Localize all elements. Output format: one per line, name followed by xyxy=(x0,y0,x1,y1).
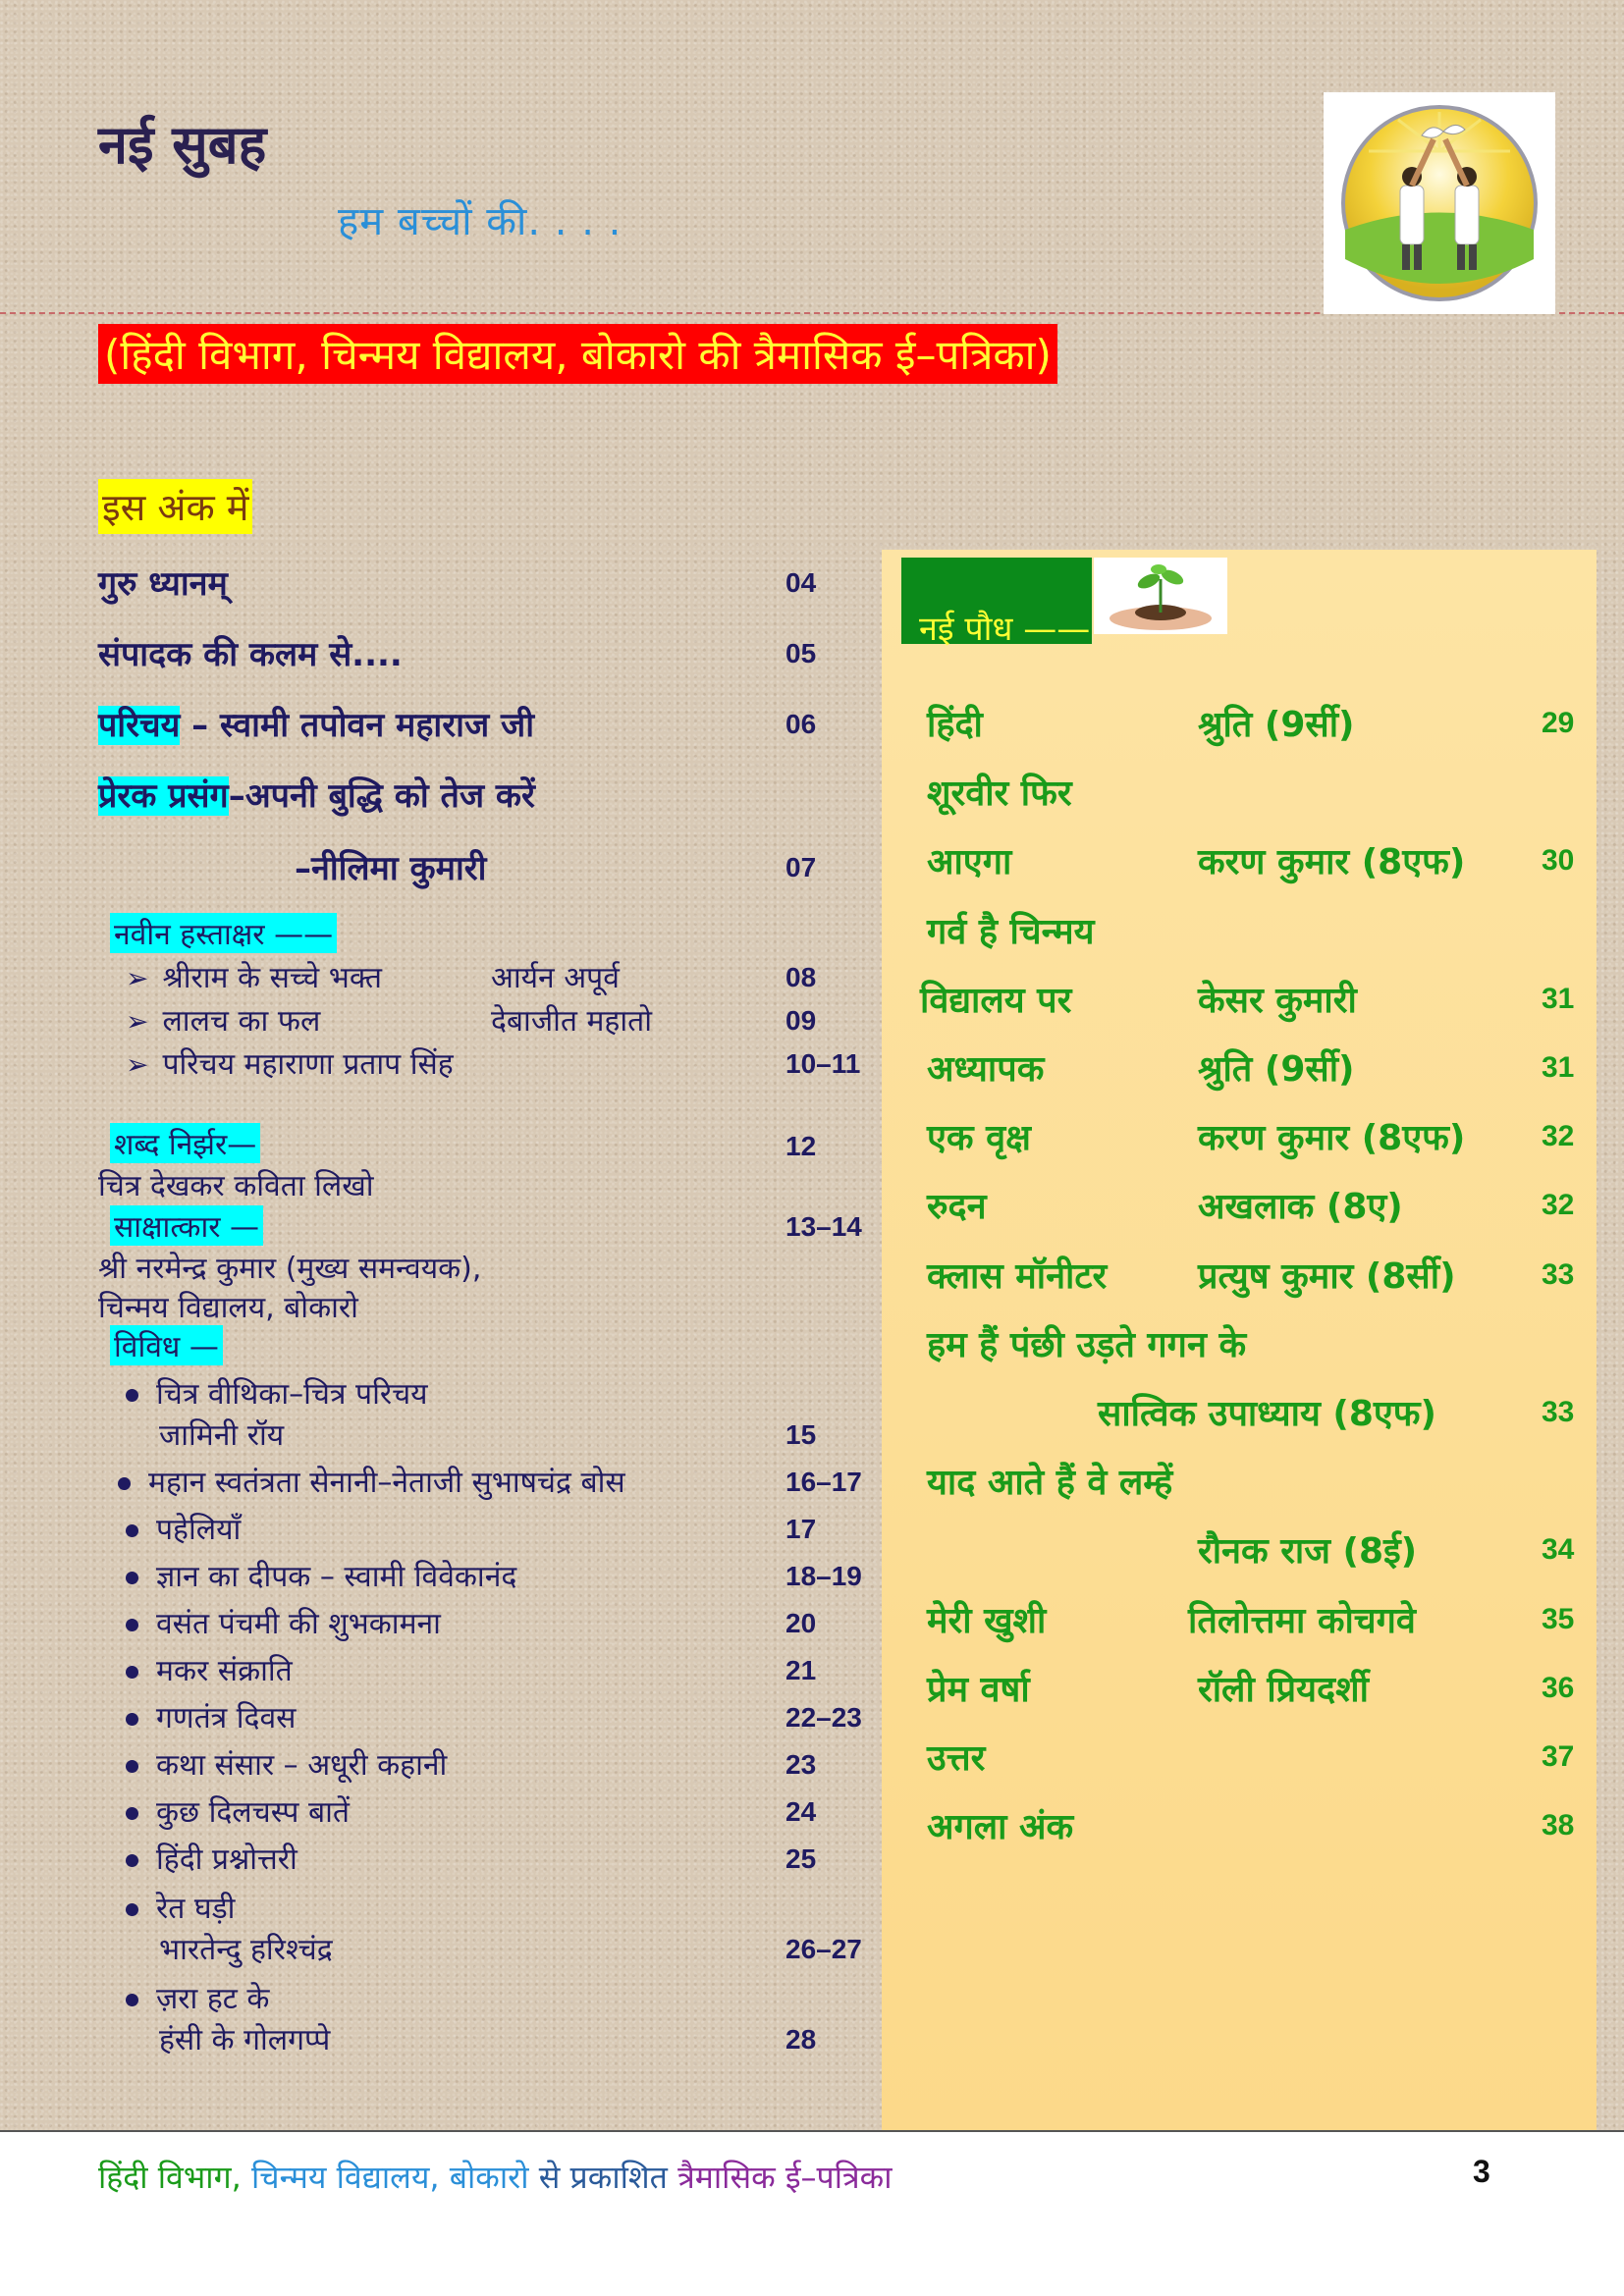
toc-page: 23 xyxy=(785,1749,817,1780)
list-item-author: आर्यन अपूर्व xyxy=(491,961,620,995)
section-line: श्री नरमेन्द्र कुमार (मुख्य समन्वयक), xyxy=(98,1252,482,1286)
nai-paudh-page: 30 xyxy=(1542,844,1575,877)
list-item: चित्र वीथिका–चित्र परिचय xyxy=(126,1372,428,1413)
nai-paudh-page: 36 xyxy=(1542,1672,1575,1704)
nai-paudh-title: मेरी खुशी xyxy=(927,1601,1047,1641)
nai-paudh-title: विद्यालय पर xyxy=(920,981,1072,1021)
nai-paudh-author: तिलोत्तमा कोचगवे xyxy=(1188,1601,1416,1641)
list-item: पहेलियाँ xyxy=(126,1508,241,1548)
toc-page: 09 xyxy=(785,1005,817,1036)
toc-page: 13–14 xyxy=(785,1211,862,1242)
toc-highlight: परिचय xyxy=(98,706,181,745)
footer-part: हिंदी विभाग, xyxy=(98,2159,242,2196)
page-number: 3 xyxy=(1473,2154,1490,2189)
list-item: ➢ श्रीराम के सच्चे भक्त xyxy=(126,961,383,995)
nai-paudh-page: 38 xyxy=(1542,1809,1575,1842)
nai-paudh-author: श्रुति (9र्सी) xyxy=(1198,705,1355,745)
list-item: गणतंत्र दिवस xyxy=(126,1696,296,1736)
toc-page: 17 xyxy=(785,1514,817,1544)
toc-item-text: – स्वामी तपोवन महाराज जी xyxy=(180,706,535,745)
plant-illustration xyxy=(1094,558,1227,634)
nai-paudh-page: 29 xyxy=(1542,707,1575,739)
bullet-icon xyxy=(126,1524,138,1537)
bullet-icon xyxy=(126,1666,138,1679)
toc-item-guru-dhyanam: गुरु ध्यानम् xyxy=(98,564,228,604)
nai-paudh-author: प्रत्युष कुमार (8र्सी) xyxy=(1198,1256,1456,1297)
magazine-subtitle: हम बच्चों की. . . . xyxy=(338,199,623,244)
nai-paudh-title: हिंदी xyxy=(927,705,983,745)
toc-page: 21 xyxy=(785,1655,817,1685)
nai-paudh-title: एक वृक्ष xyxy=(927,1118,1031,1158)
nai-paudh-title: याद आते हैं वे लम्हें xyxy=(927,1463,1173,1503)
bullet-icon xyxy=(126,1619,138,1631)
bullet-icon xyxy=(126,1760,138,1773)
toc-page: 06 xyxy=(785,709,817,739)
bullet-icon xyxy=(126,1903,138,1916)
nai-paudh-page: 31 xyxy=(1542,1051,1575,1084)
arrow-bullet-icon: ➢ xyxy=(126,962,149,994)
contents-heading: इस अंक में xyxy=(98,479,252,534)
list-item: ज़रा हट के xyxy=(126,1977,269,2017)
nai-paudh-title: गर्व है चिन्मय xyxy=(927,912,1095,952)
bullet-icon xyxy=(126,1807,138,1820)
plant-in-hands-icon xyxy=(1094,558,1227,634)
arrow-bullet-icon: ➢ xyxy=(126,1005,149,1038)
list-item-author: देबाजीत महातो xyxy=(491,1004,653,1039)
nai-paudh-heading: नई पौध —— xyxy=(901,558,1092,644)
nai-paudh-title: रुदन xyxy=(927,1187,987,1227)
nai-paudh-page: 35 xyxy=(1542,1603,1575,1635)
list-item: कथा संसार – अधूरी कहानी xyxy=(126,1743,447,1784)
footer-part: त्रैमासिक ई–पत्रिका xyxy=(677,2159,893,2196)
nai-paudh-title: अगला अंक xyxy=(927,1807,1074,1847)
toc-item-author: –नीलिमा कुमारी xyxy=(295,849,487,888)
nai-paudh-page: 33 xyxy=(1542,1396,1575,1428)
arrow-bullet-icon: ➢ xyxy=(126,1048,149,1081)
bullet-icon xyxy=(126,1713,138,1726)
list-item: कुछ दिलचस्प बातें xyxy=(126,1790,350,1831)
nai-paudh-title: आएगा xyxy=(927,842,1012,882)
list-item: वसंत पंचमी की शुभकामना xyxy=(126,1602,441,1642)
toc-highlight: प्रेरक प्रसंग xyxy=(98,776,229,816)
bullet-icon xyxy=(118,1477,131,1490)
section-sakshatkar: साक्षात्कार — xyxy=(110,1205,263,1246)
section-line: चित्र देखकर कविता लिखो xyxy=(98,1169,374,1203)
toc-item-parichay xyxy=(98,701,534,746)
nai-paudh-author: अखलाक (8ए) xyxy=(1198,1187,1403,1227)
nai-paudh-author: रॉली प्रियदर्शी xyxy=(1198,1670,1369,1710)
nai-paudh-title: हम हैं पंछी उड़ते गगन के xyxy=(927,1325,1247,1365)
list-item-sub: जामिनी रॉय xyxy=(159,1418,285,1453)
toc-page: 16–17 xyxy=(785,1467,862,1497)
bullet-icon xyxy=(126,1994,138,2006)
nai-paudh-page: 34 xyxy=(1542,1533,1575,1566)
nai-paudh-title: अध्यापक xyxy=(927,1049,1045,1090)
nai-paudh-author: श्रुति (9र्सी) xyxy=(1198,1049,1355,1090)
publication-banner: (हिंदी विभाग, चिन्मय विद्यालय, बोकारो की त्रैमासिक ई–पत्रिका) xyxy=(98,324,1057,384)
bullet-icon xyxy=(126,1572,138,1584)
footer-part: से प्रकाशित xyxy=(538,2159,668,2196)
nai-paudh-author: रौनक राज (8ई) xyxy=(1198,1531,1418,1572)
list-item-sub: भारतेन्दु हरिश्चंद्र xyxy=(159,1933,333,1967)
toc-page: 05 xyxy=(785,638,817,668)
nai-paudh-author: सात्विक उपाध्याय (8एफ) xyxy=(1098,1394,1436,1434)
nai-paudh-page: 32 xyxy=(1542,1120,1575,1152)
section-line: चिन्मय विद्यालय, बोकारो xyxy=(98,1291,358,1325)
toc-page: 26–27 xyxy=(785,1934,862,1964)
nai-paudh-title: शूरवीर फिर xyxy=(927,774,1072,814)
toc-item-text: –अपनी बुद्धि को तेज करें xyxy=(228,776,535,816)
nai-paudh-page: 31 xyxy=(1542,983,1575,1015)
nai-paudh-author: करण कुमार (8एफ) xyxy=(1198,1118,1466,1158)
section-naveen-hastakshar: नवीन हस्ताक्षर —— xyxy=(110,913,337,953)
list-item-sub: हंसी के गोलगप्पे xyxy=(159,2023,331,2057)
nai-paudh-page: 33 xyxy=(1542,1258,1575,1291)
bullet-icon xyxy=(126,1389,138,1402)
footer-text xyxy=(98,2156,893,2198)
list-item: मकर संक्राति xyxy=(126,1649,293,1689)
list-item: रेत घड़ी xyxy=(126,1887,235,1927)
toc-page: 08 xyxy=(785,962,817,992)
list-item: ➢ लालच का फल xyxy=(126,1004,321,1039)
section-shabd-nirjhar: शब्द निर्झर— xyxy=(110,1123,260,1163)
magazine-title: नई सुबह xyxy=(98,114,267,176)
list-item: हिंदी प्रश्नोत्तरी xyxy=(126,1838,298,1878)
footer-part: चिन्मय विद्यालय, बोकारो xyxy=(250,2159,529,2196)
toc-page: 22–23 xyxy=(785,1702,862,1733)
section-vividh: विविध — xyxy=(110,1325,223,1365)
toc-item-prerak-prasang xyxy=(98,772,535,817)
nai-paudh-title: क्लास मॉनीटर xyxy=(927,1256,1108,1297)
logo-children-doves-icon xyxy=(1324,92,1555,314)
toc-page: 20 xyxy=(785,1608,817,1638)
toc-page: 12 xyxy=(785,1131,817,1161)
toc-page: 28 xyxy=(785,2024,817,2055)
toc-page: 10–11 xyxy=(785,1048,861,1079)
toc-page: 18–19 xyxy=(785,1561,862,1591)
toc-page: 04 xyxy=(785,567,817,598)
nai-paudh-page: 32 xyxy=(1542,1189,1575,1221)
toc-page: 15 xyxy=(785,1419,817,1450)
nai-paudh-title: उत्तर xyxy=(927,1738,986,1779)
nai-paudh-page: 37 xyxy=(1542,1740,1575,1773)
school-logo xyxy=(1324,92,1555,314)
nai-paudh-author: केसर कुमारी xyxy=(1198,981,1357,1021)
list-item: महान स्वतंत्रता सेनानी–नेताजी सुभाषचंद्र बोस xyxy=(118,1461,625,1501)
list-item: ➢ परिचय महाराणा प्रताप सिंह xyxy=(126,1047,454,1082)
list-item: ज्ञान का दीपक – स्वामी विवेकानंद xyxy=(126,1555,516,1595)
nai-paudh-title: प्रेम वर्षा xyxy=(927,1670,1030,1710)
toc-page: 24 xyxy=(785,1796,817,1827)
toc-page: 07 xyxy=(785,852,817,882)
toc-page: 25 xyxy=(785,1843,817,1874)
toc-item-editor: संपादक की कलम से.... xyxy=(98,635,403,674)
bullet-icon xyxy=(126,1854,138,1867)
nai-paudh-author: करण कुमार (8एफ) xyxy=(1198,842,1466,882)
